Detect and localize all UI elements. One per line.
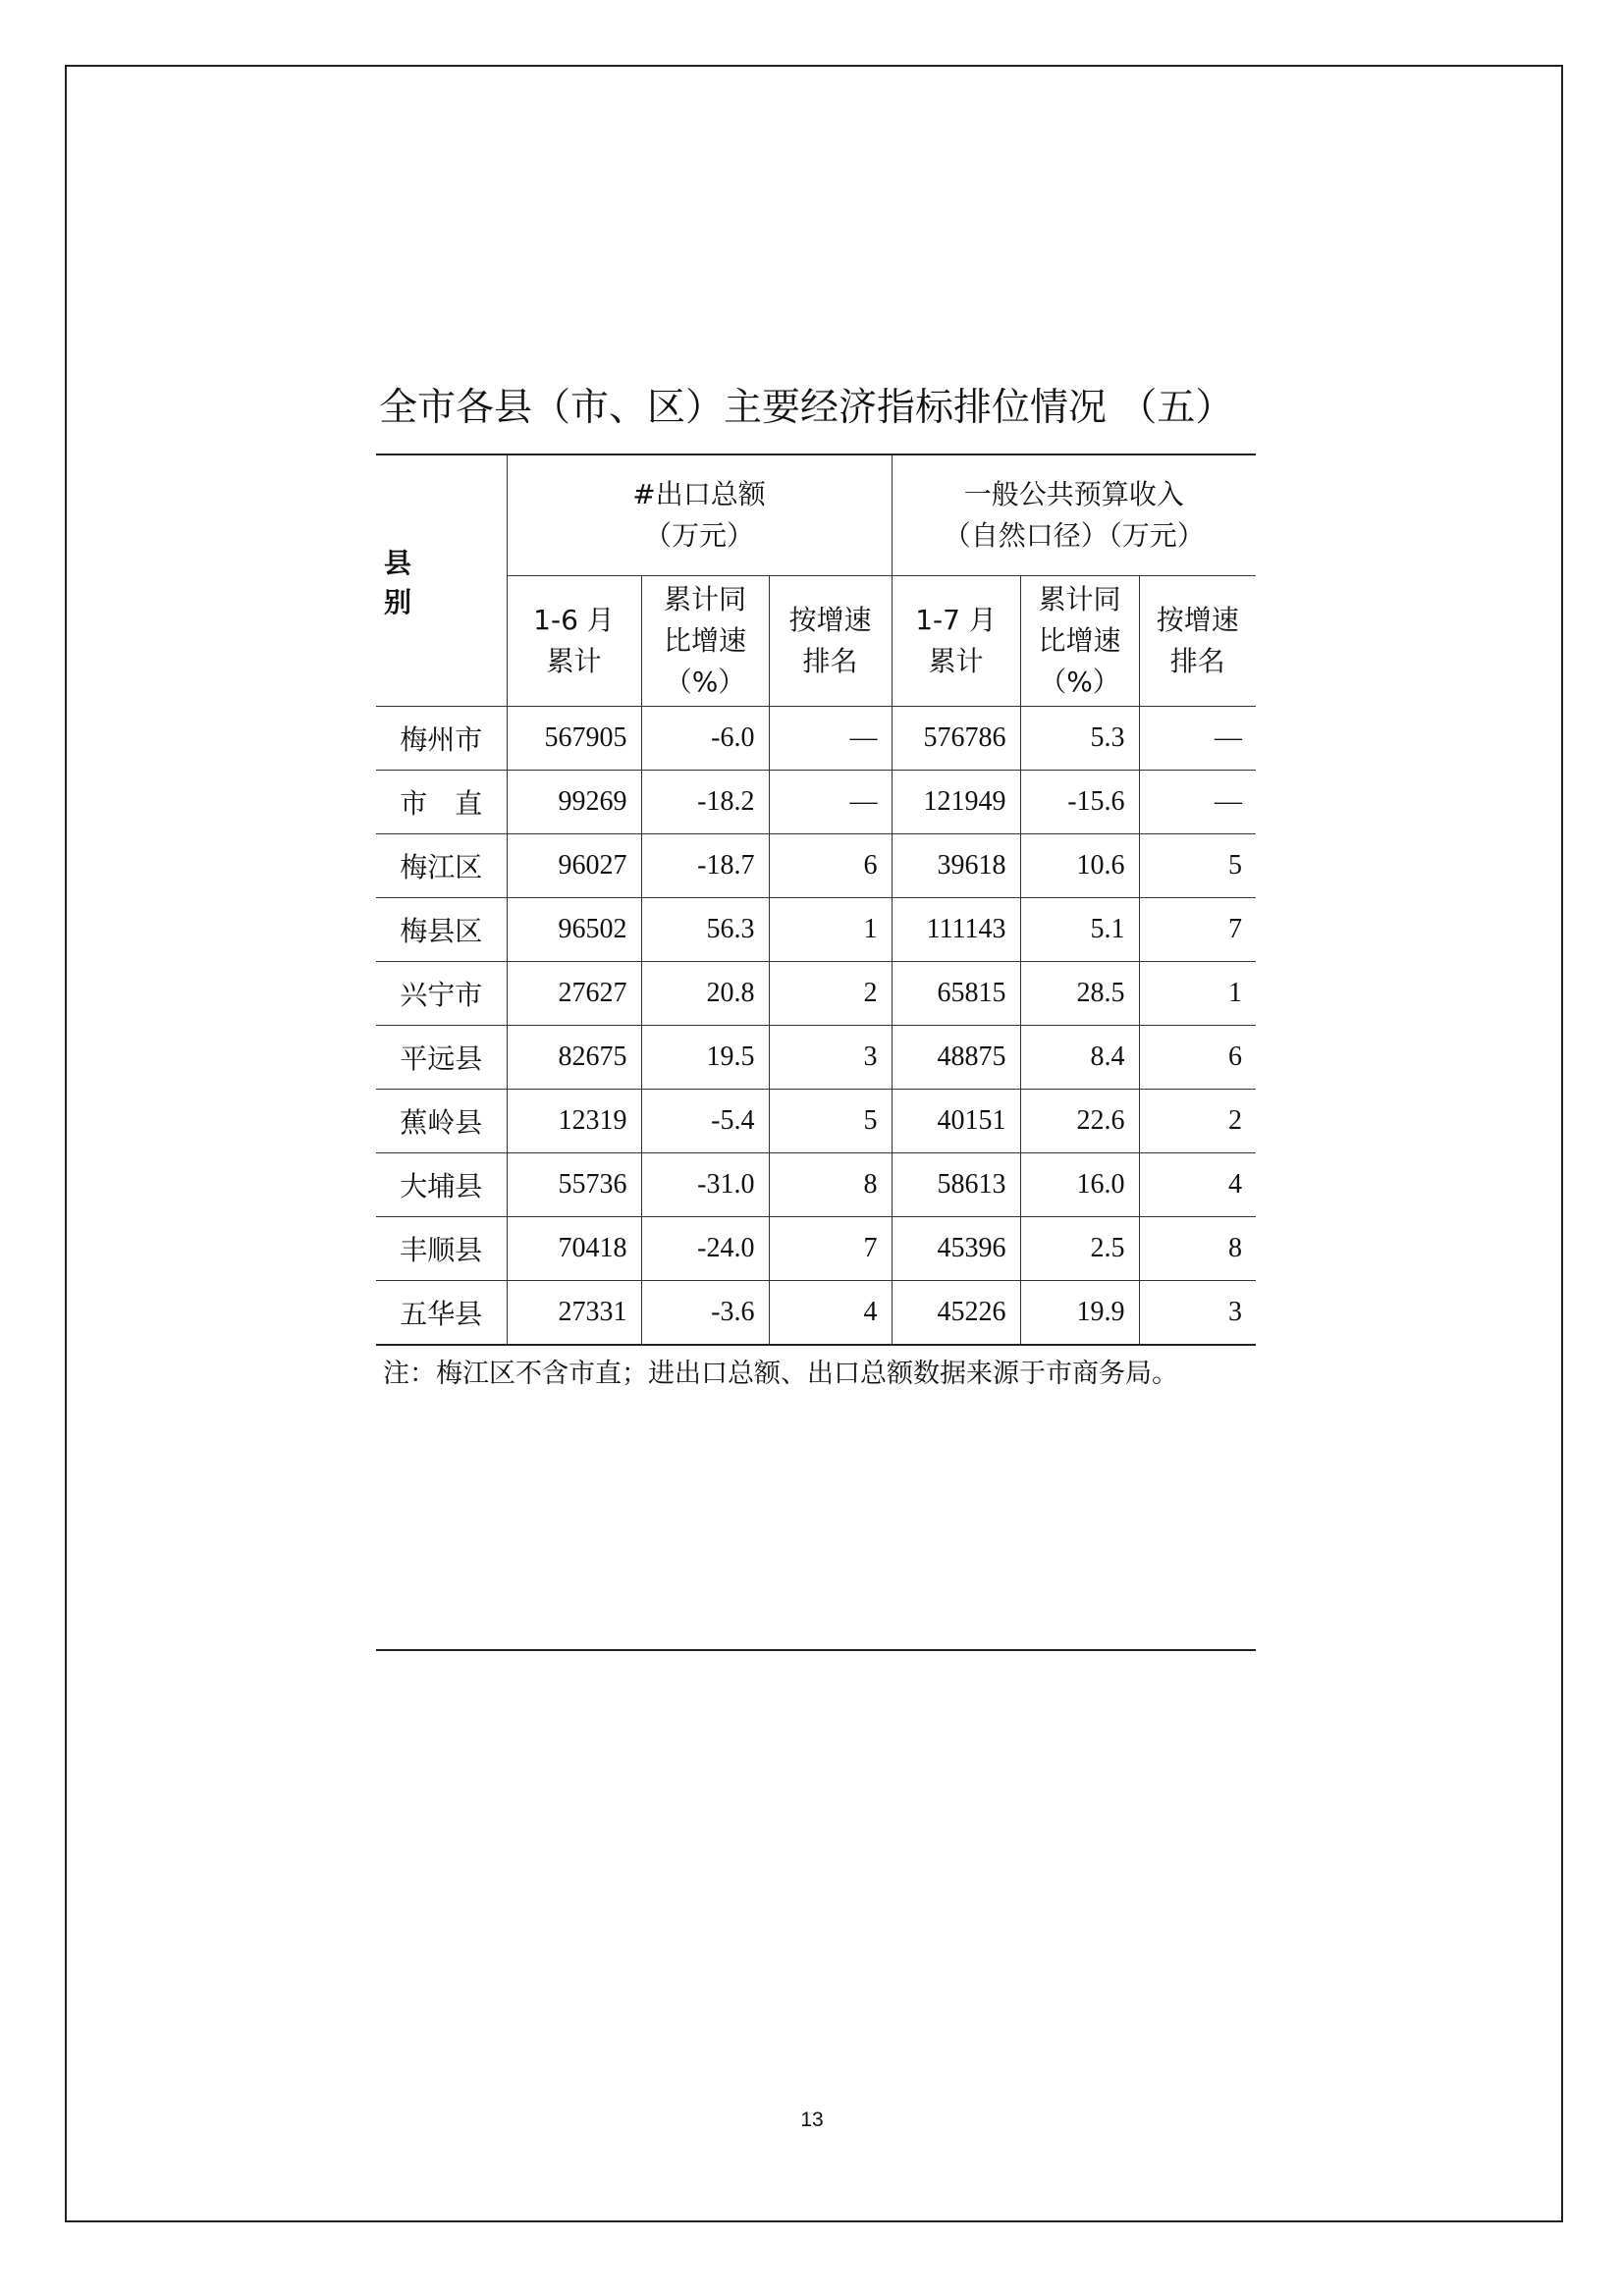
budget-cumulative-value: 111143 <box>892 898 1020 962</box>
export-rank-value: 8 <box>769 1153 892 1217</box>
budget-rank-value: — <box>1139 707 1256 771</box>
budget-cumulative-value: 45226 <box>892 1281 1020 1346</box>
table-row <box>376 1217 1256 1281</box>
table-row <box>376 1153 1256 1217</box>
subheader-line3: （%） <box>1039 666 1120 698</box>
budget-rank-value: 1 <box>1139 962 1256 1026</box>
subheader-line1: 累计同 <box>663 583 746 615</box>
budget-growth-value: 19.9 <box>1020 1281 1139 1346</box>
section-divider <box>376 1649 1256 1651</box>
budget-growth-value: 10.6 <box>1020 834 1139 898</box>
budget-rank-value: — <box>1139 771 1256 834</box>
header-row-subheaders <box>376 576 1256 707</box>
export-rank-value: 3 <box>769 1026 892 1090</box>
subheader-line1: 累计同 <box>1038 583 1121 615</box>
export-rank-value: 6 <box>769 834 892 898</box>
budget-cumulative-value: 39618 <box>892 834 1020 898</box>
budget-growth-value: 28.5 <box>1020 962 1139 1026</box>
budget-growth-value: 5.3 <box>1020 707 1139 771</box>
export-cumulative-value: 82675 <box>507 1026 641 1090</box>
table-row <box>376 898 1256 962</box>
economic-indicators-table <box>376 454 1256 1346</box>
subheader-line1: 1-6 月 <box>533 604 615 636</box>
export-growth-value: 56.3 <box>641 898 769 962</box>
export-cumulative-value: 55736 <box>507 1153 641 1217</box>
export-rank-value: 4 <box>769 1281 892 1346</box>
region-name: 梅江区 <box>376 834 507 898</box>
table-row <box>376 834 1256 898</box>
region-name: 蕉岭县 <box>376 1090 507 1153</box>
budget-rank-value: 4 <box>1139 1153 1256 1217</box>
subheader-line3: （%） <box>664 666 746 698</box>
export-growth-value: -3.6 <box>641 1281 769 1346</box>
region-name: 五华县 <box>376 1281 507 1346</box>
budget-rank-value: 7 <box>1139 898 1256 962</box>
table-row <box>376 1090 1256 1153</box>
export-cumulative-value: 70418 <box>507 1217 641 1281</box>
region-name: 梅州市 <box>376 707 507 771</box>
export-growth-value: -18.2 <box>641 771 769 834</box>
page-number: 13 <box>800 2109 824 2131</box>
budget-growth-value: -15.6 <box>1020 771 1139 834</box>
budget-growth-value: 8.4 <box>1020 1026 1139 1090</box>
export-rank-value: — <box>769 707 892 771</box>
export-cumulative-value: 27331 <box>507 1281 641 1346</box>
table-row <box>376 1281 1256 1346</box>
subheader-export-growth <box>641 576 769 707</box>
region-name: 兴宁市 <box>376 962 507 1026</box>
budget-rank-value: 8 <box>1139 1217 1256 1281</box>
budget-cumulative-value: 48875 <box>892 1026 1020 1090</box>
export-growth-value: 20.8 <box>641 962 769 1026</box>
export-cumulative-value: 12319 <box>507 1090 641 1153</box>
table-row <box>376 962 1256 1026</box>
subheader-budget-cumulative <box>892 576 1020 707</box>
export-rank-value: — <box>769 771 892 834</box>
subheader-export-cumulative <box>507 576 641 707</box>
budget-rank-value: 3 <box>1139 1281 1256 1346</box>
budget-growth-value: 5.1 <box>1020 898 1139 962</box>
subheader-export-rank <box>769 576 892 707</box>
export-growth-value: -31.0 <box>641 1153 769 1217</box>
export-cumulative-value: 567905 <box>507 707 641 771</box>
budget-cumulative-value: 45396 <box>892 1217 1020 1281</box>
subheader-line2: 比增速 <box>663 624 746 657</box>
export-growth-value: 19.5 <box>641 1026 769 1090</box>
export-rank-value: 5 <box>769 1090 892 1153</box>
export-growth-value: -18.7 <box>641 834 769 898</box>
group-header-line2: （自然口径）（万元） <box>943 519 1205 552</box>
export-rank-value: 7 <box>769 1217 892 1281</box>
subheader-line1: 按增速 <box>788 604 872 636</box>
group-header-line1: #出口总额 <box>632 478 766 510</box>
export-growth-value: -6.0 <box>641 707 769 771</box>
budget-growth-value: 16.0 <box>1020 1153 1139 1217</box>
subheader-line2: 排名 <box>1169 645 1225 677</box>
header-row-groups <box>376 454 1256 576</box>
group-header-line1: 一般公共预算收入 <box>963 478 1184 510</box>
budget-growth-value: 2.5 <box>1020 1217 1139 1281</box>
region-column-header: 县 别 <box>376 454 507 707</box>
subheader-line2: 累计 <box>546 645 602 677</box>
table-row <box>376 771 1256 834</box>
budget-rank-value: 2 <box>1139 1090 1256 1153</box>
export-total-group-header <box>507 454 892 576</box>
export-cumulative-value: 96027 <box>507 834 641 898</box>
subheader-line1: 按增速 <box>1156 604 1239 636</box>
export-growth-value: -24.0 <box>641 1217 769 1281</box>
subheader-line1: 1-7 月 <box>915 604 997 636</box>
export-cumulative-value: 27627 <box>507 962 641 1026</box>
budget-cumulative-value: 576786 <box>892 707 1020 771</box>
export-rank-value: 2 <box>769 962 892 1026</box>
budget-rank-value: 6 <box>1139 1026 1256 1090</box>
budget-cumulative-value: 40151 <box>892 1090 1020 1153</box>
group-header-line2: （万元） <box>644 519 755 552</box>
region-name: 市 直 <box>376 771 507 834</box>
subheader-budget-growth <box>1020 576 1139 707</box>
region-name: 平远县 <box>376 1026 507 1090</box>
table-row <box>376 707 1256 771</box>
subheader-line2: 比增速 <box>1038 624 1121 657</box>
subheader-line2: 排名 <box>802 645 858 677</box>
export-cumulative-value: 96502 <box>507 898 641 962</box>
subheader-line2: 累计 <box>928 645 984 677</box>
subheader-budget-rank <box>1139 576 1256 707</box>
table-footnote: 注：梅江区不含市直；进出口总额、出口总额数据来源于市商务局。 <box>383 1359 1178 1389</box>
export-cumulative-value: 99269 <box>507 771 641 834</box>
document-title: 全市各县（市、区）主要经济指标排位情况 （五） <box>379 386 1234 430</box>
budget-cumulative-value: 121949 <box>892 771 1020 834</box>
export-rank-value: 1 <box>769 898 892 962</box>
budget-cumulative-value: 58613 <box>892 1153 1020 1217</box>
export-growth-value: -5.4 <box>641 1090 769 1153</box>
region-name: 丰顺县 <box>376 1217 507 1281</box>
budget-revenue-group-header <box>892 454 1256 576</box>
region-name: 大埔县 <box>376 1153 507 1217</box>
table-row <box>376 1026 1256 1090</box>
budget-rank-value: 5 <box>1139 834 1256 898</box>
region-name: 梅县区 <box>376 898 507 962</box>
budget-cumulative-value: 65815 <box>892 962 1020 1026</box>
budget-growth-value: 22.6 <box>1020 1090 1139 1153</box>
